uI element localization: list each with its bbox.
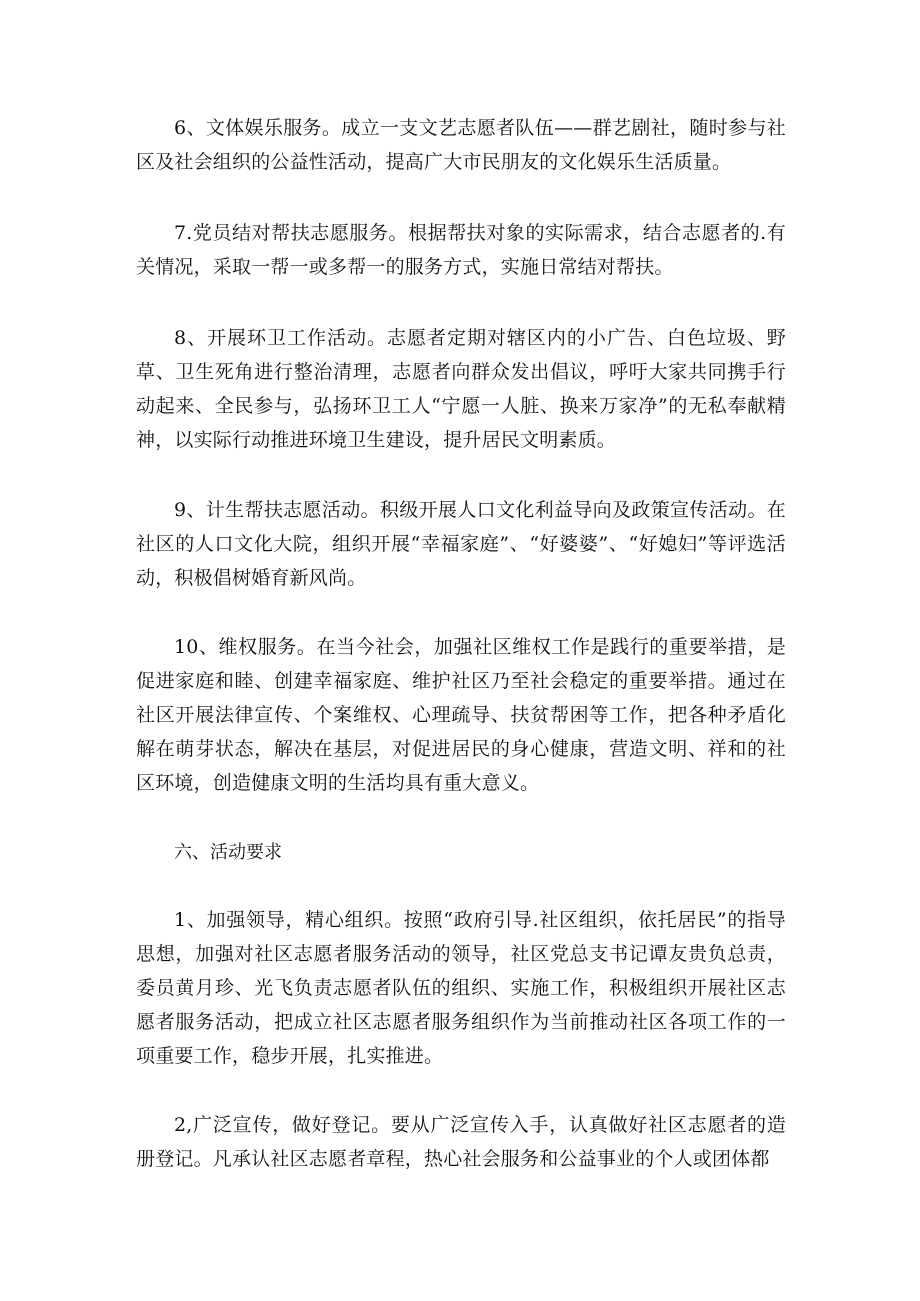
paragraph-party-member-assistance: 7.党员结对帮扶志愿服务。根据帮扶对象的实际需求，结合志愿者的.有关情况，采取一帮一或多帮一的服务方式，实施日常结对帮扶。 — [136, 222, 786, 278]
section-heading-activity-requirements: 六、活动要求 — [174, 842, 282, 863]
paragraph-family-planning-assistance: 9、计生帮扶志愿活动。积级开展人口文化利益导向及政策宣传活动。在社区的人口文化大院，组织开展“幸福家庭”、“好婆婆”、“好媳妇”等评选活动，积极倡树婚育新风尚。 — [136, 499, 786, 589]
paragraph-requirement-publicity-registration: 2,广泛宣传，做好登记。要从广泛宣传入手，认真做好社区志愿者的造册登记。凡承认社区志愿者章程，热心社会服务和公益事业的个人或团体都 — [136, 1114, 786, 1170]
paragraph-cultural-entertainment-service: 6、文体娱乐服务。成立一支文艺志愿者队伍——群艺剧社，随时参与社区及社会组织的公益性活动，提高广大市民朋友的文化娱乐生活质量。 — [136, 117, 786, 173]
paragraph-requirement-leadership: 1、加强领导，精心组织。按照“政府引导.社区组织，依托居民”的指导思想，加强对社区志愿者服务活动的领导，社区党总支书记谭友贵负总责，委员黄月珍、光飞负责志愿者队伍的组织、实施工作，积极组织开展社区志愿者服务活动，把成立社区志愿者服务组织作为当前推动社区各项工作的一项重要工作，稳步开展，扎实推进。 — [136, 909, 786, 1067]
paragraph-sanitation-activity: 8、开展环卫工作活动。志愿者定期对辖区内的小广告、白色垃圾、野草、卫生死角进行整治清理，志愿者向群众发出倡议，呼吁大家共同携手行动起来、全民参与，弘扬环卫工人“宁愿一人脏、换来万家净”的无私奉献精神，以实际行动推进环境卫生建设，提升居民文明素质。 — [136, 327, 786, 451]
paragraph-rights-protection-service: 10、维权服务。在当今社会，加强社区维权工作是践行的重要举措，是促进家庭和睦、创建幸福家庭、维护社区乃至社会稳定的重要举措。通过在社区开展法律宣传、个案维权、心理疏导、扶贫帮困等工作，把各种矛盾化解在萌芽状态，解决在基层，对促进居民的身心健康，营造文明、祥和的社区环境，创造健康文明的生活均具有重大意义。 — [136, 636, 786, 794]
